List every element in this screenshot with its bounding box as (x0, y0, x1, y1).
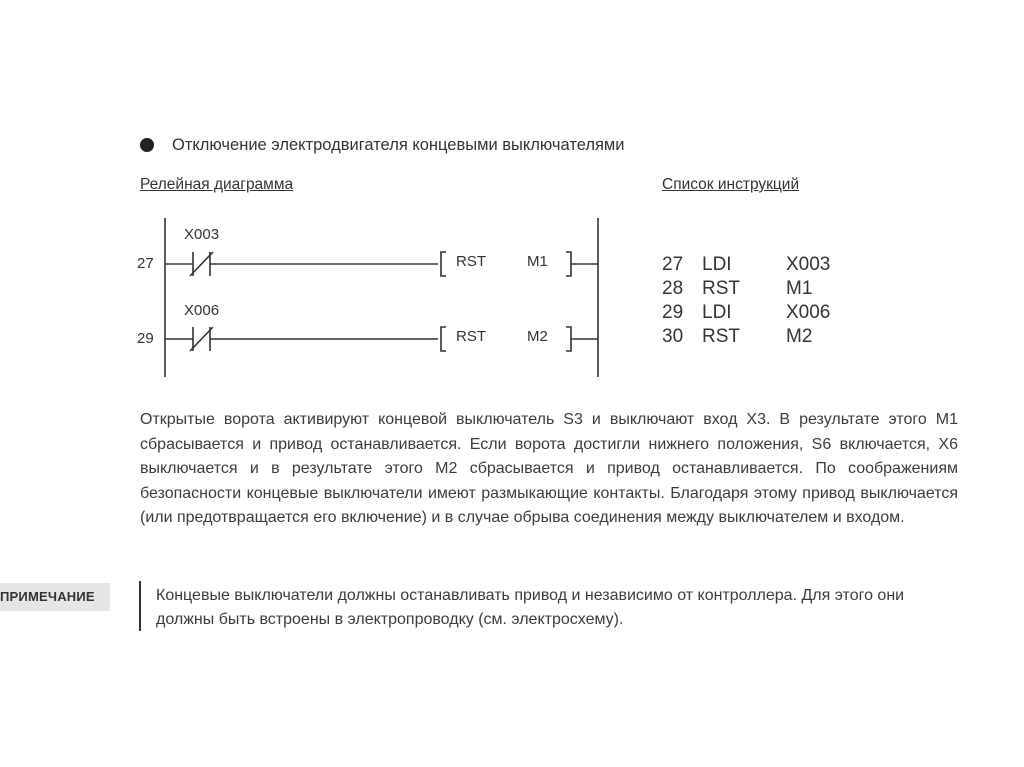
coil-instruction: RST (456, 328, 486, 345)
coil-instruction: RST (456, 253, 486, 270)
instr-op: LDI (702, 302, 732, 323)
instr-operand: X003 (786, 254, 831, 275)
coil-left-bracket-icon (441, 327, 446, 351)
rung-step-number: 29 (137, 330, 154, 347)
note-divider (139, 581, 141, 631)
instr-operand: X006 (786, 302, 831, 323)
coil-operand: M2 (527, 328, 548, 345)
coil-right-bracket-icon (566, 327, 571, 351)
contact-label: X006 (184, 302, 220, 319)
instruction-list-title: Список инструкций (662, 176, 800, 193)
instr-operand: M1 (786, 278, 813, 299)
note-label: ПРИМЕЧАНИЕ (0, 583, 110, 611)
instr-operand: M2 (786, 326, 813, 347)
instr-step: 27 (662, 254, 684, 275)
instr-op: RST (702, 326, 740, 347)
instr-step: 29 (662, 302, 684, 323)
note-text: Концевые выключатели должны останавливать привод и независимо от контроллера. Для этого они должны быть встроены в электропроводку (см. электросхему). (156, 587, 905, 628)
instr-step: 30 (662, 326, 684, 347)
coil-operand: M1 (527, 253, 548, 270)
coil-left-bracket-icon (441, 252, 446, 276)
coil-right-bracket-icon (566, 252, 571, 276)
description-paragraph: Открытые ворота активируют концевой выключатель S3 и выключают вход X3. В результате этого M1 сбрасывается и привод останавливается. Если ворота достигли нижнего положения, S6 включается, X6 выключается и в результате этого M2 сбрасывается и привод останавливается. По соображениям безопасности концевые выключатели имеют размыкающие контакты. Благодаря этому привод выключается (или предотвращается его включение) и в случае обрыва соединения между выключателем и входом. (140, 411, 958, 527)
ladder-diagram-title: Релейная диаграмма (140, 176, 294, 193)
contact-label: X003 (184, 226, 220, 243)
section-heading: Отключение электродвигателя концевыми выключателями (172, 136, 625, 154)
instr-op: LDI (702, 254, 732, 275)
rung-step-number: 27 (137, 255, 154, 272)
instr-op: RST (702, 278, 740, 299)
instr-step: 28 (662, 278, 684, 299)
